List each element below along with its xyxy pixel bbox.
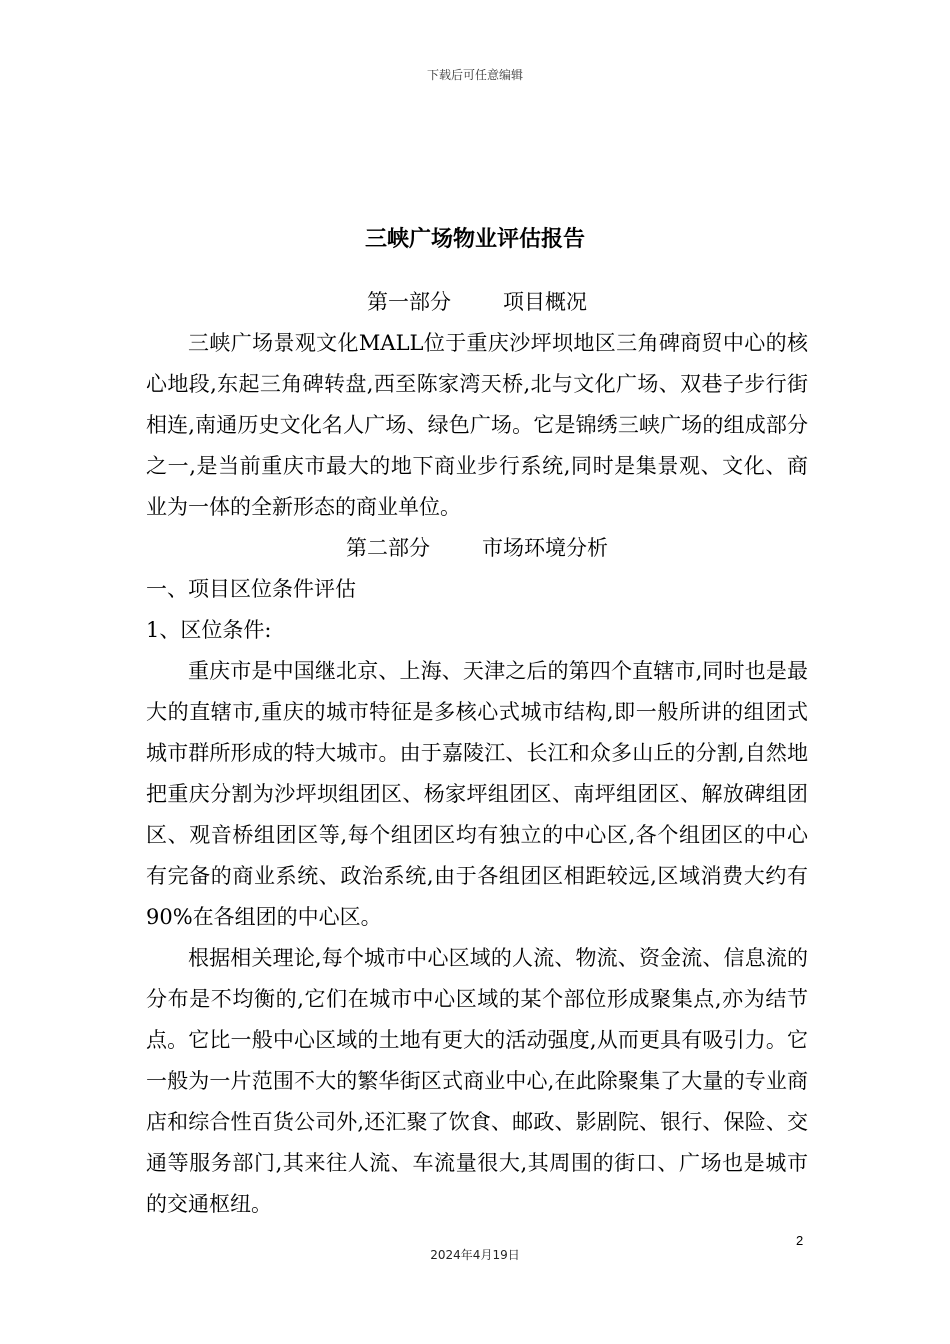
part1-label: 第一部分 [367, 290, 451, 314]
paragraph-theory: 根据相关理论,每个城市中心区域的人流、物流、资金流、信息流的分布是不均衡的,它们在城市中心区域的某个部位形成聚集点,亦为结节点。它比一般中心区域的土地有更大的活动强度,从而更具有吸引力。它一般为一片范围不大的繁华街区式商业中心,在此除聚集了大量的专业商店和综合性百货公司外,还汇聚了饮食、邮政、影剧院、银行、保险、交通等服务部门,其来往人流、车流量很大,其周围的街口、广场也是城市的交通枢纽。 [146, 946, 808, 1216]
section-heading-part1 [146, 282, 808, 323]
paragraph-chongqing: 重庆市是中国继北京、上海、天津之后的第四个直辖市,同时也是最大的直辖市,重庆的城市特征是多核心式城市结构,即一般所讲的组团式城市群所形成的特大城市。由于嘉陵江、长江和众多山丘的分割,自然地把重庆分割为沙坪坝组团区、杨家坪组团区、南坪组团区、解放碑组团区、观音桥组团区等,每个组团区均有独立的中心区,各个组团区的中心有完备的商业系统、政治系统,由于各组团区相距较远,区域消费大约有90%在各组团的中心区。 [146, 659, 808, 929]
part2-label: 第二部分 [346, 536, 430, 560]
part2-name: 市场环境分析 [482, 536, 608, 560]
subheading-location-conditions: 1、区位条件: [146, 618, 272, 642]
document-title: 三峡广场物业评估报告 [364, 226, 585, 252]
section-heading-part2 [146, 528, 808, 569]
part1-name: 项目概况 [503, 290, 587, 314]
page-header: 下载后可任意编辑 [426, 68, 523, 82]
page-footer-date: 2024年4月19日 [430, 1248, 520, 1262]
paragraph-overview: 三峡广场景观文化MALL位于重庆沙坪坝地区三角碑商贸中心的核心地段,东起三角碑转盘,西至陈家湾天桥,北与文化广场、双巷子步行街相连,南通历史文化名人广场、绿色广场。它是锦绣三峡广场的组成部分之一,是当前重庆市最大的地下商业步行系统,同时是集景观、文化、商业为一体的全新形态的商业单位。 [146, 331, 808, 519]
document-body [146, 282, 808, 1225]
page-number: 2 [796, 1233, 804, 1248]
subheading-location-assessment: 一、项目区位条件评估 [146, 577, 356, 601]
